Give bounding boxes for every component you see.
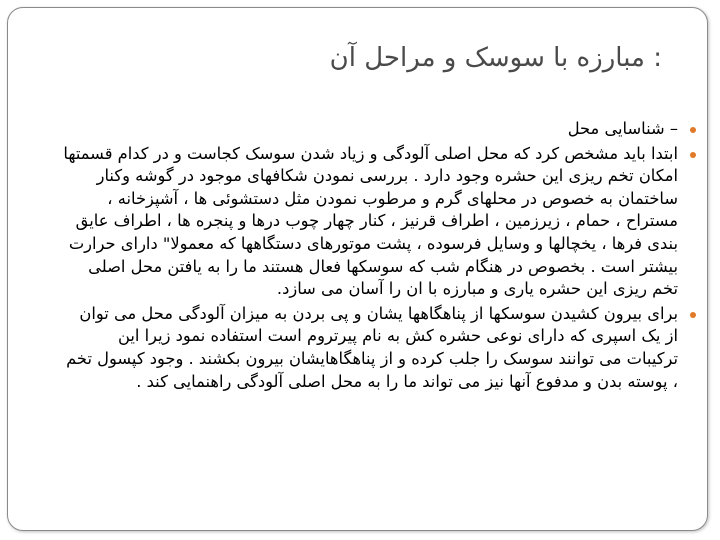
bullet-item-2 (62, 143, 698, 301)
slide-body (62, 118, 698, 525)
bullet-text-1: – شناسایی محل (567, 119, 678, 138)
bullet-item-1 (62, 118, 698, 141)
bullet-text-3: برای بیرون کشیدن سوسکها از پناهگاهها یشان و پی بردن به میزان آلودگی محل می توان از یک اسپری که دارای نوعی حشره کش به نام پیرتروم است استفاده نمود زیرا این ترکیبات می توانند سوسک را جلب کرده و از پناهگاهایشان بیرون بکشند . وجود کپسول تخم ، پوسته بدن و مدفوع آنها نیز می تواند ما را به محل اصلی آلودگی راهنمایی کند . (66, 303, 678, 391)
bullet-dot-icon (690, 152, 696, 158)
bullet-text-2: ابتدا باید مشخص کرد که محل اصلی آلودگی و زیاد شدن سوسک کجاست و در کدام قسمتها امکان تخم ریزی این حشره وجود دارد . بررسی نمودن شکافهای موجود در گوشه وکنار ساختمان به خصوص در محلهای گرم و مرطوب نمودن مثل دستشوئی ها ، آشپزخانه ، مستراح ، حمام ، زیرزمین ، اطراف قرنیز ، کنار چهار چوب درها و پنجره ها ، اطراف عایق بندی فرها ، یخچالها و وسایل فرسوده ، پشت موتورهای دستگاهها که معمولا" دارای حرارت بیشتر است . بخصوص در هنگام شب که سوسکها فعال هستند ما را به یافتن محل اصلی تخم ریزی این حشره یاری و مبارزه با ان را آسان می سازد. (63, 143, 678, 299)
bullet-list (62, 118, 698, 393)
bullet-dot-icon (690, 127, 696, 133)
bullet-item-3 (62, 303, 698, 393)
bullet-dot-icon (690, 312, 696, 318)
slide-title: : مبارزه با سوسک و مراحل آن (329, 43, 662, 73)
